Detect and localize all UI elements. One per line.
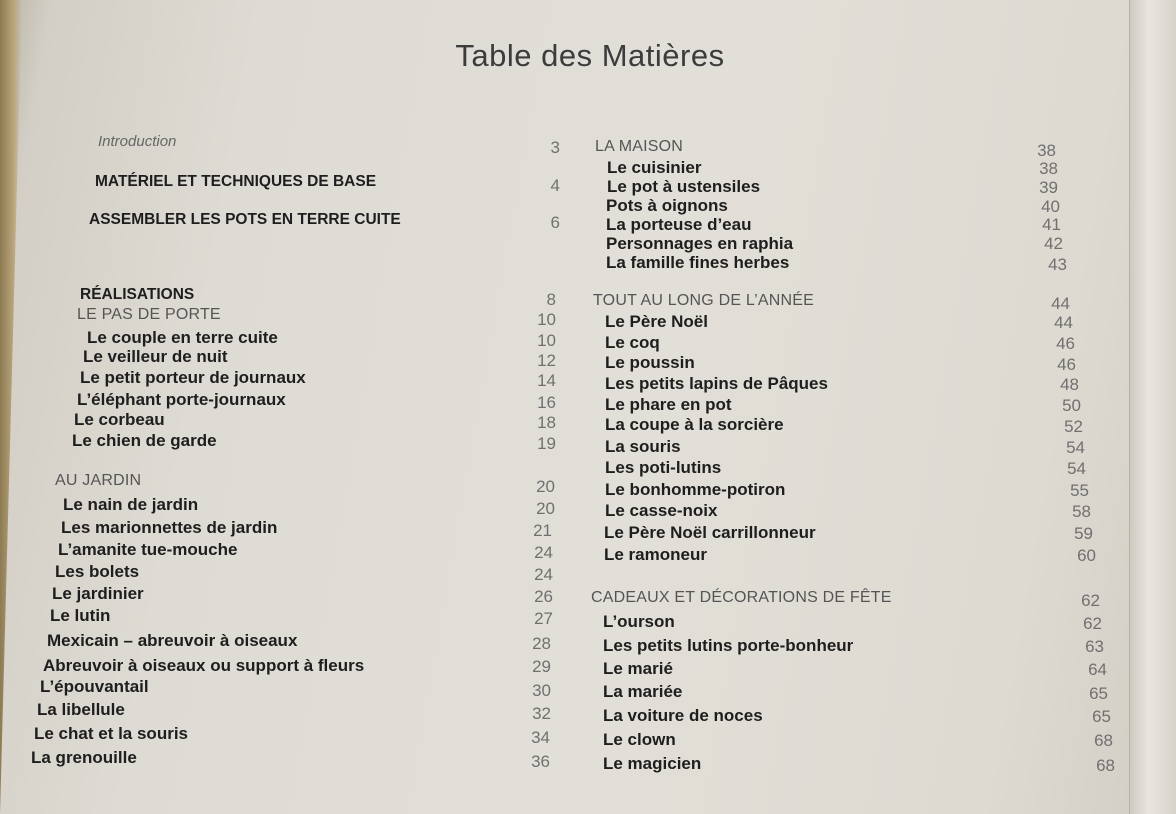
toc-entry-le-phare-en-pot: Le phare en pot	[605, 395, 732, 414]
toc-entry-le-marie: Le marié	[603, 659, 673, 678]
toc-entry-la-mariee: La mariée	[603, 682, 683, 701]
toc-entry-le-chien-de-garde: Le chien de garde	[72, 431, 217, 450]
toc-entry-le-pere-noel-carrillonneur: Le Père Noël carrillonneur	[604, 523, 816, 542]
page-number: 40	[1041, 197, 1060, 216]
page-number: 62	[1081, 591, 1100, 610]
page-number: 43	[1048, 255, 1067, 274]
section-heading-realisations: RÉALISATIONS	[80, 286, 195, 303]
page-number: 38	[1039, 159, 1058, 178]
page-number: 44	[1051, 294, 1070, 313]
toc-entry-l-amanite-tue-mouche: L’amanite tue-mouche	[58, 540, 238, 559]
page-number: 8	[546, 290, 556, 309]
page-number: 48	[1060, 375, 1079, 394]
page-number: 54	[1067, 459, 1086, 478]
page-number: 59	[1074, 524, 1093, 543]
toc-entry-le-pere-noel: Le Père Noël	[605, 312, 708, 331]
page-number: 52	[1064, 417, 1083, 436]
page-number: 10	[537, 310, 556, 329]
toc-entry-le-chat-et-la-souris: Le chat et la souris	[34, 724, 188, 743]
section-heading-assembler-les-pots-en-terre-cuite: ASSEMBLER LES POTS EN TERRE CUITE	[89, 211, 401, 228]
page-number: 44	[1054, 313, 1073, 332]
toc-entry-l-elephant-porte-journaux: L’éléphant porte-journaux	[77, 390, 286, 409]
page-number: 28	[532, 634, 551, 653]
page-number: 68	[1094, 731, 1113, 750]
page-number: 20	[536, 499, 555, 518]
toc-entry-la-libellule: La libellule	[37, 700, 125, 719]
section-heading-cadeaux-et-decorations-de-fete: CADEAUX ET DÉCORATIONS DE FÊTE	[591, 589, 892, 606]
page-number: 18	[537, 413, 556, 432]
section-heading-au-jardin: AU JARDIN	[55, 472, 142, 489]
page-number: 46	[1057, 355, 1076, 374]
page-number: 10	[537, 331, 556, 350]
page-number: 29	[532, 657, 551, 676]
page-number: 4	[550, 176, 560, 195]
page-number: 65	[1089, 684, 1108, 703]
toc-entry-la-grenouille: La grenouille	[31, 748, 137, 767]
page-number: 58	[1072, 502, 1091, 521]
section-heading-tout-au-long-de-l-annee: TOUT AU LONG DE L’ANNÉE	[593, 292, 814, 309]
page-number: 34	[531, 728, 550, 747]
page-number: 65	[1092, 707, 1111, 726]
page-number: 64	[1088, 660, 1107, 679]
page-number: 46	[1056, 334, 1075, 353]
page-number: 60	[1077, 546, 1096, 565]
page-number: 12	[537, 351, 556, 370]
page-number: 63	[1085, 637, 1104, 656]
page-number: 54	[1066, 438, 1085, 457]
page-number: 26	[534, 587, 553, 606]
toc-entry-l-epouvantail: L’épouvantail	[40, 677, 149, 696]
toc-entry-le-casse-noix: Le casse-noix	[605, 501, 718, 520]
page-edge-right	[1129, 0, 1176, 814]
toc-entry-le-bonhomme-potiron: Le bonhomme-potiron	[605, 480, 786, 499]
toc-entry-le-nain-de-jardin: Le nain de jardin	[63, 495, 199, 514]
toc-entry-les-petits-lutins-porte-bonheur: Les petits lutins porte-bonheur	[603, 636, 854, 655]
toc-entry-introduction: Introduction	[98, 133, 177, 150]
page-number: 55	[1070, 481, 1089, 500]
page-number: 42	[1044, 234, 1063, 253]
page-number: 24	[534, 543, 553, 562]
page-number: 39	[1039, 178, 1058, 197]
toc-entry-le-clown: Le clown	[603, 730, 676, 749]
toc-entry-le-lutin: Le lutin	[50, 606, 111, 625]
toc-entry-la-souris: La souris	[605, 437, 681, 456]
page-number: 41	[1042, 215, 1061, 234]
toc-entry-pots-a-oignons: Pots à oignons	[606, 196, 728, 215]
toc-entry-le-pot-a-ustensiles: Le pot à ustensiles	[607, 177, 761, 196]
toc-entry-personnages-en-raphia: Personnages en raphia	[606, 234, 794, 253]
page-number: 20	[536, 477, 555, 496]
page-number: 36	[531, 752, 550, 771]
page-title: Table des Matières	[455, 38, 725, 73]
page-number: 27	[534, 609, 553, 628]
section-heading-la-maison: LA MAISON	[595, 138, 684, 155]
toc-entry-abreuvoir-a-oiseaux-ou-support-a-fleurs: Abreuvoir à oiseaux ou support à fleurs	[43, 656, 365, 675]
section-heading-le-pas-de-porte: LE PAS DE PORTE	[77, 306, 221, 323]
page-number: 50	[1062, 396, 1081, 415]
page-number: 21	[533, 521, 552, 540]
toc-entry-le-magicien: Le magicien	[603, 754, 702, 773]
toc-entry-le-couple-en-terre-cuite: Le couple en terre cuite	[87, 328, 278, 347]
toc-entry-la-famille-fines-herbes: La famille fines herbes	[606, 253, 790, 272]
toc-entry-mexicain-abreuvoir-a-oiseaux: Mexicain – abreuvoir à oiseaux	[47, 631, 298, 650]
toc-entry-les-bolets: Les bolets	[55, 562, 140, 581]
toc-entry-les-marionnettes-de-jardin: Les marionnettes de jardin	[61, 518, 278, 537]
toc-entry-les-poti-lutins: Les poti-lutins	[605, 458, 722, 477]
page-number: 3	[550, 138, 560, 157]
toc-entry-la-voiture-de-noces: La voiture de noces	[603, 706, 763, 725]
page-number: 19	[537, 434, 556, 453]
page-number: 68	[1096, 756, 1115, 775]
toc-entry-les-petits-lapins-de-paques: Les petits lapins de Pâques	[605, 374, 828, 393]
toc-entry-le-petit-porteur-de-journaux: Le petit porteur de journaux	[80, 368, 306, 387]
page-number: 6	[550, 213, 560, 232]
page-number: 16	[537, 393, 556, 412]
toc-entry-le-cuisinier: Le cuisinier	[607, 158, 702, 177]
toc-entry-la-porteuse-d-eau: La porteuse d’eau	[606, 215, 752, 234]
toc-entry-le-ramoneur: Le ramoneur	[604, 545, 707, 564]
toc-entry-la-coupe-a-la-sorciere: La coupe à la sorcière	[605, 415, 784, 434]
toc-entry-le-jardinier: Le jardinier	[52, 584, 144, 603]
page-number: 38	[1037, 141, 1056, 160]
page-number: 62	[1083, 614, 1102, 633]
page-number: 24	[534, 565, 553, 584]
toc-entry-le-veilleur-de-nuit: Le veilleur de nuit	[83, 347, 228, 366]
page-number: 14	[537, 371, 556, 390]
toc-entry-le-corbeau: Le corbeau	[74, 410, 165, 429]
page-edge-left	[0, 0, 22, 814]
page-number: 30	[532, 681, 551, 700]
toc-entry-le-coq: Le coq	[605, 333, 660, 352]
toc-entry-le-poussin: Le poussin	[605, 353, 695, 372]
toc-entry-l-ourson: L’ourson	[603, 612, 675, 631]
page-number: 32	[532, 704, 551, 723]
section-heading-materiel-et-techniques-de-base: MATÉRIEL ET TECHNIQUES DE BASE	[95, 173, 377, 190]
